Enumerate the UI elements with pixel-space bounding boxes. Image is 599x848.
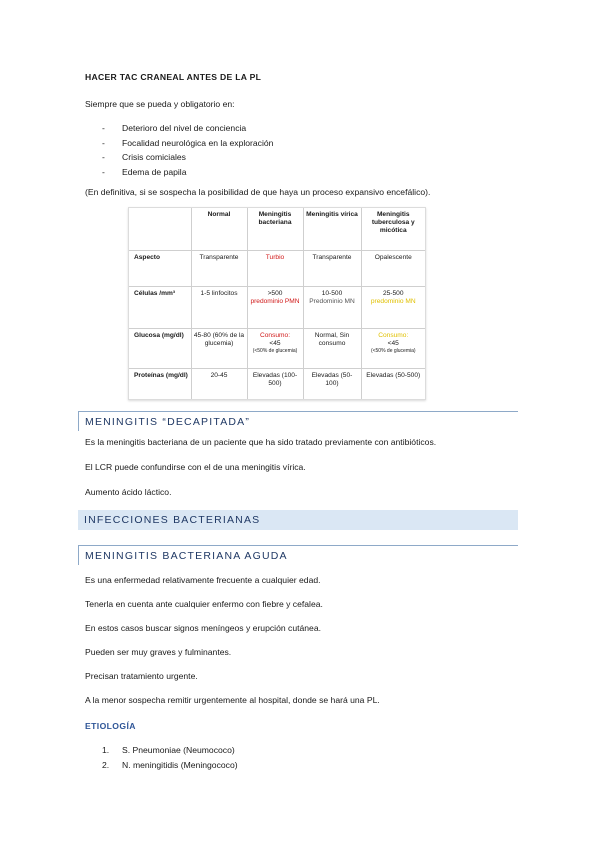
table-cell: Transparente — [303, 251, 361, 287]
cell-line: predominio MN — [370, 298, 416, 305]
table-header-row — [129, 208, 425, 251]
table-row — [129, 329, 425, 369]
cell-note: (<50% de glucemia) — [370, 348, 416, 354]
table-header-cell — [129, 208, 191, 251]
table-row — [129, 287, 425, 329]
row-label: Aspecto — [129, 251, 191, 287]
paragraph: Tenerla en cuenta ante cualquier enfermo con fiebre y cefalea. — [85, 599, 323, 609]
paragraph: A la menor sospecha remitir urgentemente al hospital, donde se hará una PL. — [85, 695, 380, 705]
table-cell: 20-45 — [191, 369, 247, 400]
table-row — [129, 251, 425, 287]
cell-line: <45 — [269, 340, 281, 347]
csf-table — [128, 207, 426, 400]
table-cell: Transparente — [191, 251, 247, 287]
intro-text: Siempre que se pueda y obligatorio en: — [85, 99, 235, 109]
cell-line: Consumo: — [378, 332, 409, 339]
row-label: Glucosa (mg/dl) — [129, 329, 191, 369]
paragraph: Precisan tratamiento urgente. — [85, 671, 198, 681]
subsection-heading: ETIOLOGÍA — [85, 721, 136, 731]
section-heading: MENINGITIS “DECAPITADA” — [78, 411, 518, 431]
cell-line: 10-500 — [321, 290, 343, 297]
row-label: Células /mm³ — [129, 287, 191, 329]
cell-line: 25-500 — [382, 290, 404, 297]
table-cell: Elevadas (100-500) — [247, 369, 303, 400]
list-item: - Crisis comiciales — [102, 150, 273, 165]
etiology-list — [102, 743, 238, 772]
section-heading: INFECCIONES BACTERIANAS — [78, 510, 518, 530]
list-item — [102, 758, 238, 773]
cell-note: (<50% de glucemia) — [252, 348, 298, 354]
table-cell — [247, 329, 303, 369]
table-cell: Elevadas (50-500) — [361, 369, 425, 400]
list-text: N. meningitidis (Meningococo) — [122, 759, 238, 770]
row-label: Proteínas (mg/dl) — [134, 372, 188, 379]
list-number: 1. — [102, 745, 110, 755]
cell-line: Consumo: — [259, 332, 291, 339]
cell-line: >500 — [267, 290, 283, 297]
cell-line: <45 — [387, 340, 399, 347]
table-cell — [247, 287, 303, 329]
table-header-cell: Normal — [191, 208, 247, 251]
paragraph: Es la meningitis bacteriana de un paciente que ha sido tratado previamente con antibióticos. — [85, 437, 437, 447]
note-text: (En definitiva, si se sospecha la posibilidad de que haya un proceso expansivo encefálico). — [85, 187, 431, 197]
paragraph: Es una enfermedad relativamente frecuente a cualquier edad. — [85, 575, 321, 585]
paragraph: Aumento ácido láctico. — [85, 487, 172, 497]
table-cell — [361, 329, 425, 369]
paragraph: Pueden ser muy graves y fulminantes. — [85, 647, 232, 657]
cell-line: predominio PMN — [250, 298, 300, 305]
table-header-cell: Meningitis bacteriana — [247, 208, 303, 251]
list-item: - Focalidad neurológica en la exploración — [102, 136, 273, 151]
list-text: S. Pneumoniae (Neumococo) — [122, 745, 235, 755]
paragraph: El LCR puede confundirse con el de una meningitis vírica. — [85, 462, 306, 472]
indication-list — [102, 121, 273, 179]
list-number: 2. — [102, 759, 110, 770]
list-item — [102, 743, 238, 758]
table-cell: Normal, Sin consumo — [303, 329, 361, 369]
table-cell — [303, 287, 361, 329]
section-heading: MENINGITIS BACTERIANA AGUDA — [78, 545, 518, 565]
cell-line: Predominio MN — [309, 298, 355, 305]
table-cell: Elevadas (50-100) — [303, 369, 361, 400]
table-cell: Turbio — [247, 251, 303, 287]
table-header-cell: Meningitis vírica — [303, 208, 361, 251]
table-cell — [361, 287, 425, 329]
page-title: HACER TAC CRANEAL ANTES DE LA PL — [85, 72, 262, 82]
paragraph: En estos casos buscar signos meníngeos y erupción cutánea. — [85, 623, 321, 633]
table-header-cell: Meningitis tuberculosa y micótica — [361, 208, 425, 251]
list-item: - Edema de papila — [102, 165, 273, 180]
table-row — [129, 369, 425, 400]
table-cell: 45-80 (60% de la glucemia) — [191, 329, 247, 369]
table-cell: 1-5 linfocitos — [191, 287, 247, 329]
table-cell: Opalescente — [361, 251, 425, 287]
list-item: - Deterioro del nivel de conciencia — [102, 121, 273, 136]
